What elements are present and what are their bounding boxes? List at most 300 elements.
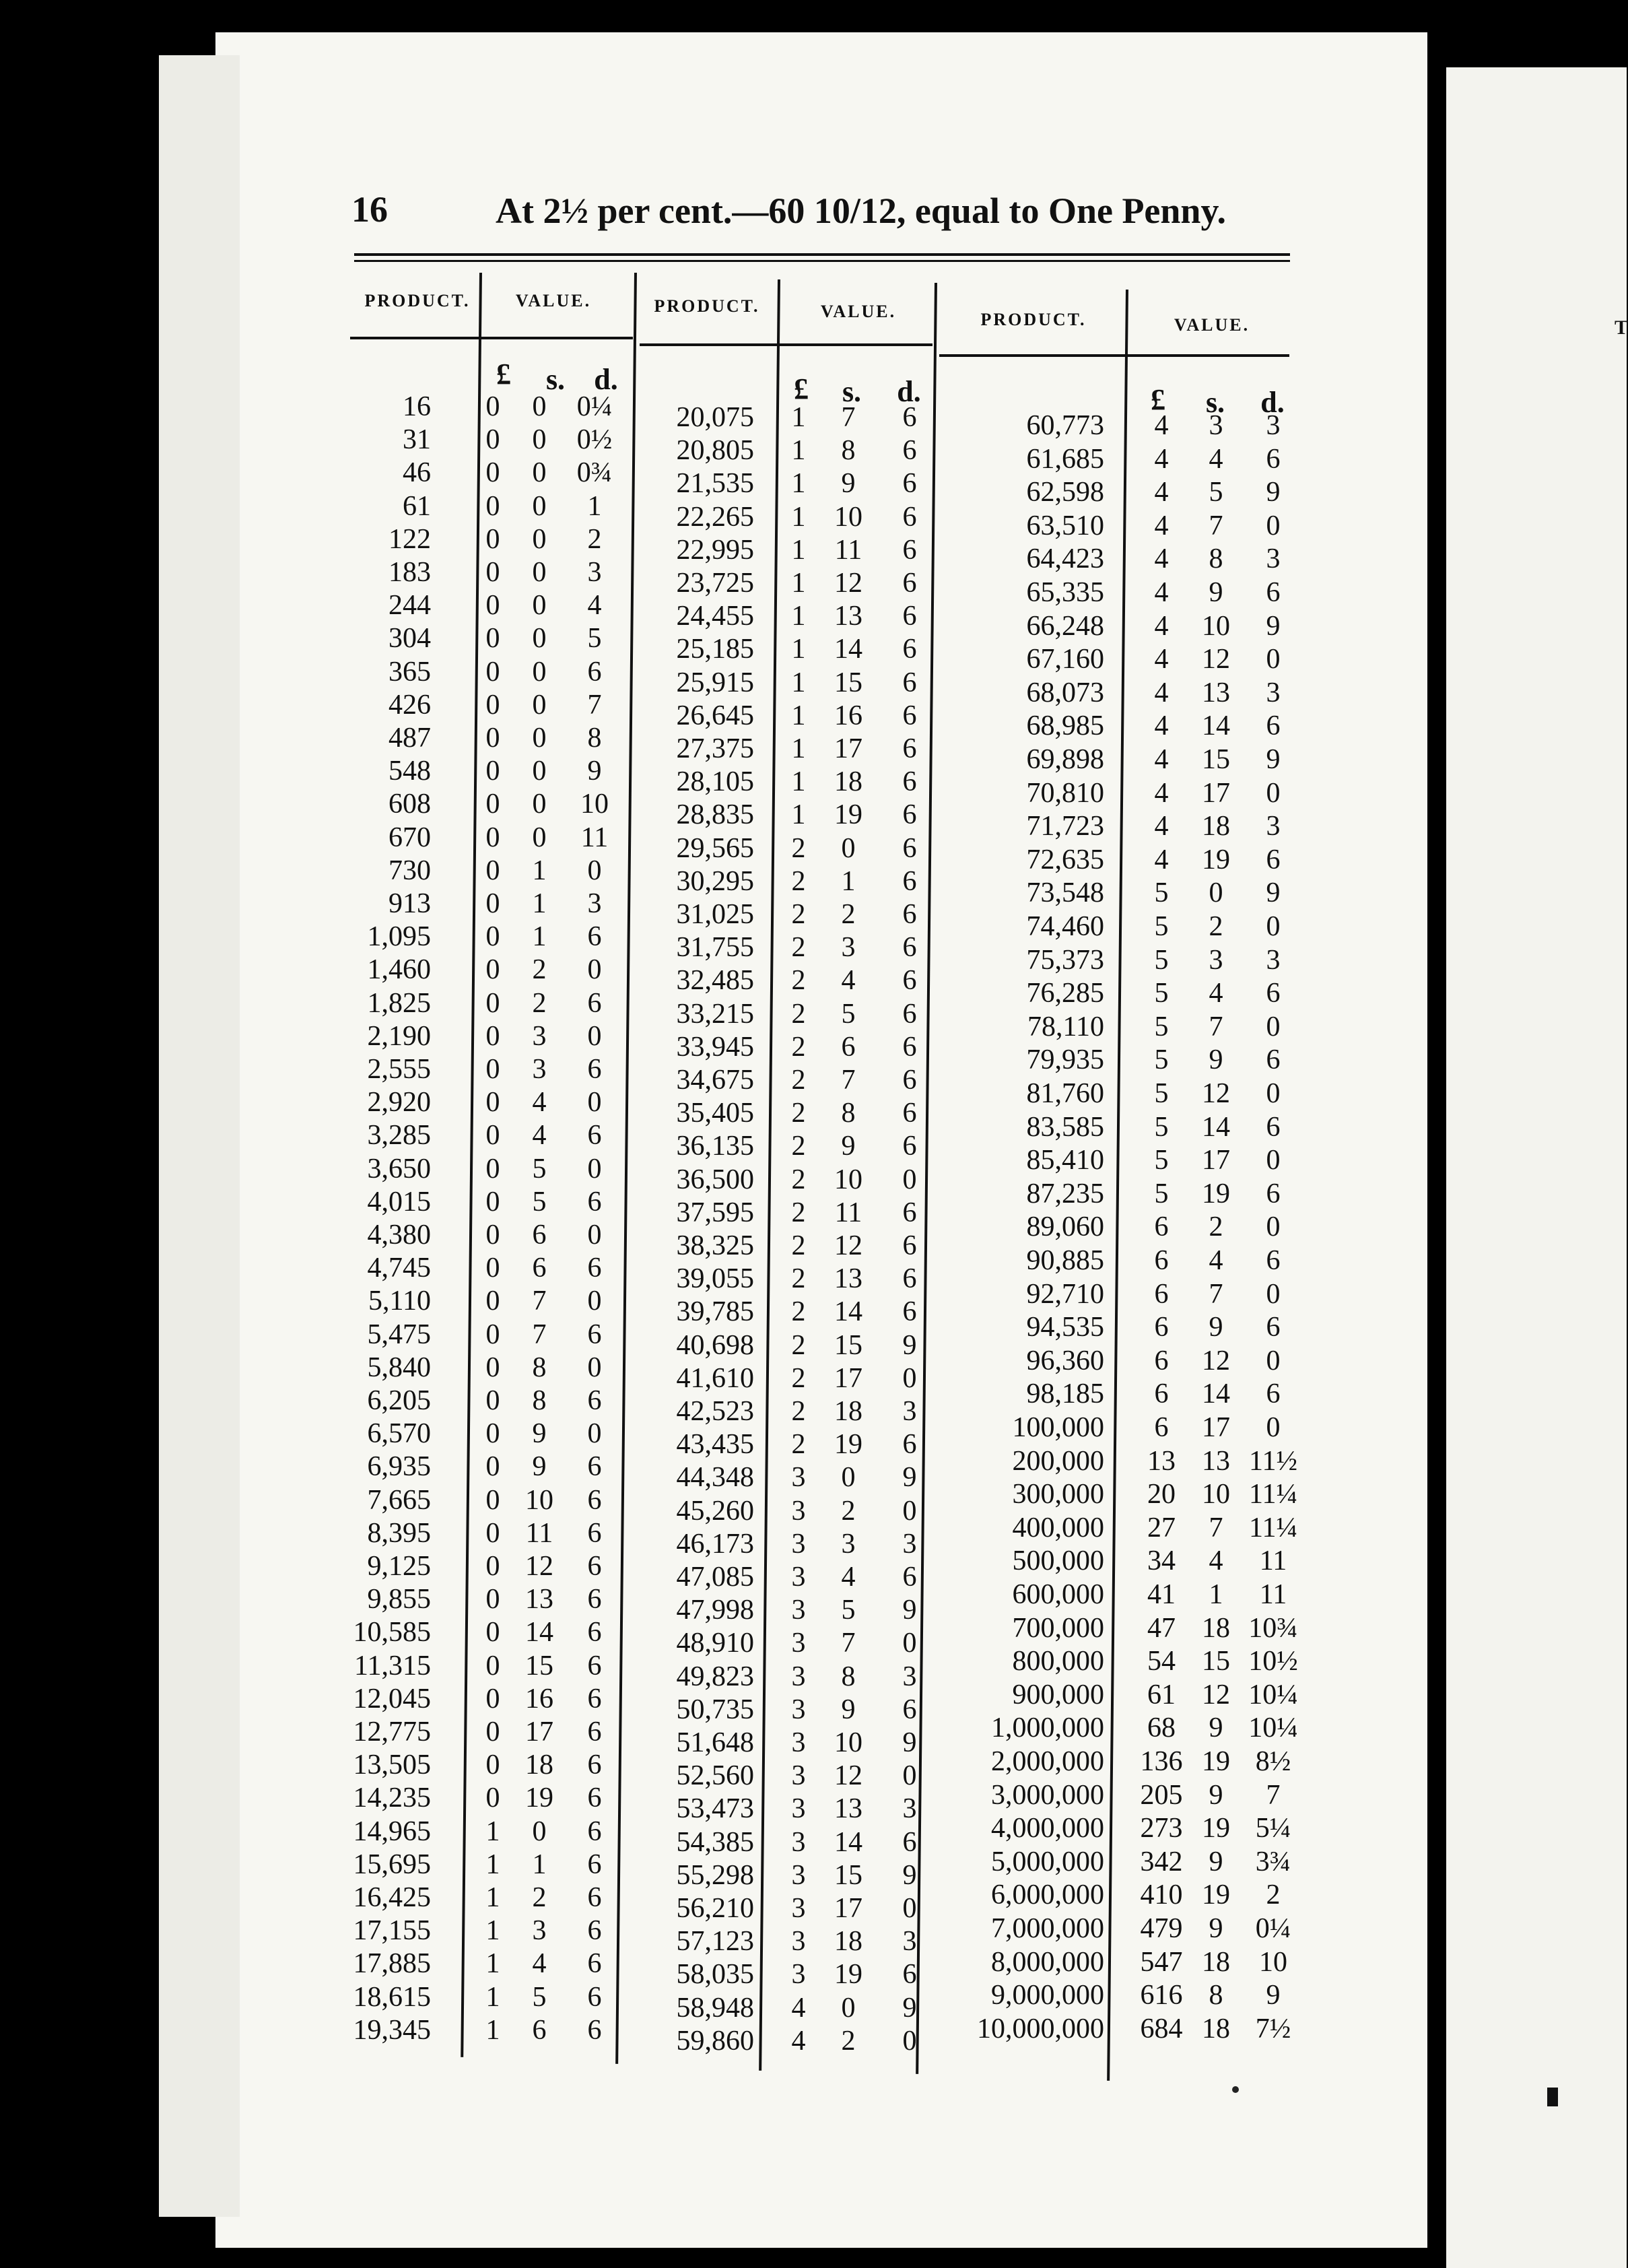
pounds-cell: 0 [485, 1418, 500, 1450]
pence-cell: 6 [1266, 1044, 1281, 1076]
product-cell: 5,000,000 [991, 1846, 1104, 1877]
pounds-cell: 3 [791, 1859, 806, 1891]
pence-cell: 3 [902, 1396, 917, 1427]
pounds-cell: 3 [791, 1694, 806, 1725]
pence-cell: 0 [587, 1153, 602, 1185]
pounds-cell: 2 [791, 1329, 806, 1361]
product-cell: 15,695 [353, 1848, 431, 1880]
product-cell: 61,685 [1026, 443, 1104, 475]
pounds-cell: 0 [485, 987, 500, 1019]
pounds-cell: 342 [1140, 1846, 1183, 1877]
pence-cell: 7 [1266, 1779, 1281, 1811]
pence-cell: 0 [902, 1628, 917, 1659]
col1-shillings-unit: s. [545, 363, 566, 396]
pounds-cell: 1 [485, 1815, 500, 1847]
product-cell: 28,835 [676, 799, 754, 831]
shillings-cell: 4 [532, 1948, 547, 1980]
shillings-cell: 12 [1202, 1345, 1230, 1376]
product-cell: 58,948 [676, 1992, 754, 2024]
pounds-cell: 6 [1154, 1312, 1169, 1343]
pounds-cell: 0 [485, 1087, 500, 1119]
shillings-cell: 4 [841, 1562, 856, 1593]
pounds-cell: 6 [1154, 1211, 1169, 1243]
product-cell: 43,435 [676, 1429, 754, 1461]
col3-product-header: PRODUCT. [980, 310, 1087, 329]
shillings-cell: 5 [532, 1981, 547, 2013]
pounds-cell: 1 [485, 1915, 500, 1947]
pence-cell: 6 [587, 1451, 602, 1483]
pence-cell: 10 [580, 789, 609, 820]
pounds-cell: 1 [791, 402, 806, 433]
pounds-cell: 61 [1147, 1679, 1176, 1710]
pounds-cell: 5 [1154, 1111, 1169, 1143]
product-cell: 38,325 [676, 1230, 754, 1261]
pence-cell: 9 [1266, 610, 1281, 642]
pounds-cell: 3 [791, 1462, 806, 1494]
pounds-cell: 0 [485, 1517, 500, 1549]
shillings-cell: 7 [841, 1628, 856, 1659]
shillings-cell: 18 [1202, 1946, 1230, 1978]
pence-cell: 10¼ [1248, 1712, 1298, 1744]
shillings-cell: 12 [1202, 1078, 1230, 1109]
product-cell: 19,345 [353, 2014, 431, 2046]
pounds-cell: 6 [1154, 1412, 1169, 1443]
shillings-cell: 13 [834, 1263, 862, 1295]
product-cell: 66,248 [1026, 610, 1104, 642]
pounds-cell: 4 [1154, 777, 1169, 809]
shillings-cell: 1 [532, 888, 547, 919]
shillings-cell: 9 [1209, 1779, 1223, 1811]
shillings-cell: 15 [834, 1859, 862, 1891]
pounds-cell: 616 [1140, 1980, 1183, 2011]
shillings-cell: 0 [532, 723, 547, 754]
product-cell: 608 [388, 789, 431, 820]
pence-cell: 0 [1266, 777, 1281, 809]
pence-cell: 6 [1266, 1111, 1281, 1143]
pounds-cell: 3 [791, 1628, 806, 1659]
shillings-cell: 2 [841, 2025, 856, 2057]
product-cell: 25,915 [676, 667, 754, 698]
pence-cell: 0 [902, 2025, 917, 2057]
pence-cell: 6 [902, 899, 917, 930]
shillings-cell: 2 [1209, 911, 1223, 942]
pounds-cell: 410 [1140, 1879, 1183, 1911]
product-cell: 17,885 [353, 1948, 431, 1980]
pence-cell: 0 [1266, 1412, 1281, 1443]
product-cell: 700,000 [1012, 1612, 1104, 1644]
shillings-cell: 17 [834, 1893, 862, 1924]
product-cell: 304 [388, 623, 431, 655]
pence-cell: 6 [587, 1882, 602, 1913]
shillings-cell: 17 [1202, 1145, 1230, 1176]
shillings-cell: 7 [841, 402, 856, 433]
shillings-cell: 18 [1202, 2013, 1230, 2044]
pence-cell: 10 [1259, 1946, 1287, 1978]
shillings-cell: 13 [525, 1584, 553, 1615]
product-cell: 23,725 [676, 568, 754, 599]
pence-cell: 11 [580, 822, 609, 853]
pence-cell: 0½ [576, 424, 613, 456]
shillings-cell: 19 [1202, 1813, 1230, 1844]
shillings-cell: 10 [834, 501, 862, 533]
shillings-cell: 7 [1209, 510, 1223, 541]
pounds-cell: 1 [791, 435, 806, 467]
pounds-cell: 0 [485, 1782, 500, 1814]
shillings-cell: 19 [834, 1429, 862, 1461]
shillings-cell: 10 [834, 1164, 862, 1195]
pounds-cell: 0 [485, 954, 500, 986]
product-cell: 40,698 [676, 1329, 754, 1361]
product-cell: 21,535 [676, 468, 754, 500]
shillings-cell: 9 [1209, 1312, 1223, 1343]
pence-cell: 6 [1266, 1178, 1281, 1209]
shillings-cell: 0 [532, 457, 547, 489]
pence-cell: 9 [1266, 477, 1281, 508]
product-cell: 39,785 [676, 1296, 754, 1328]
shillings-cell: 19 [1202, 1178, 1230, 1209]
col2-shillings-unit: s. [842, 375, 862, 408]
shillings-cell: 10 [525, 1484, 553, 1516]
pounds-cell: 2 [791, 1429, 806, 1461]
pence-cell: 6 [902, 766, 917, 798]
ink-speck [1232, 2086, 1239, 2093]
shillings-cell: 0 [532, 656, 547, 688]
product-cell: 85,410 [1026, 1145, 1104, 1176]
pounds-cell: 5 [1154, 1011, 1169, 1042]
pence-cell: 6 [587, 1120, 602, 1152]
product-cell: 22,995 [676, 534, 754, 566]
pounds-cell: 0 [485, 1120, 500, 1152]
product-cell: 96,360 [1026, 1345, 1104, 1376]
product-cell: 35,405 [676, 1098, 754, 1129]
pence-cell: 6 [587, 1054, 602, 1085]
product-cell: 81,760 [1026, 1078, 1104, 1109]
shillings-cell: 0 [841, 832, 856, 864]
pence-cell: 6 [902, 799, 917, 831]
pounds-cell: 0 [485, 1650, 500, 1681]
pence-cell: 6 [1266, 844, 1281, 875]
shillings-cell: 8 [1209, 543, 1223, 575]
product-cell: 365 [388, 656, 431, 688]
pounds-cell: 3 [791, 1793, 806, 1825]
pence-cell: 0¼ [576, 391, 613, 422]
product-cell: 426 [388, 689, 431, 721]
shillings-cell: 0 [532, 689, 547, 721]
pence-cell: 6 [902, 435, 917, 467]
shillings-cell: 12 [525, 1551, 553, 1582]
pence-cell: 6 [1266, 1378, 1281, 1410]
product-cell: 45,260 [676, 1495, 754, 1527]
product-cell: 1,825 [367, 987, 431, 1019]
product-cell: 3,000,000 [991, 1779, 1104, 1811]
shillings-cell: 0 [532, 623, 547, 655]
shillings-cell: 13 [1202, 1445, 1230, 1477]
product-cell: 5,840 [367, 1352, 431, 1383]
pounds-cell: 3 [791, 1727, 806, 1758]
product-cell: 24,455 [676, 601, 754, 632]
product-cell: 31,755 [676, 932, 754, 964]
pence-cell: 6 [902, 601, 917, 632]
shillings-cell: 18 [1202, 811, 1230, 842]
product-cell: 31 [403, 424, 431, 456]
pence-cell: 9 [902, 1595, 917, 1626]
pence-cell: 7½ [1255, 2013, 1291, 2044]
shillings-cell: 13 [1202, 677, 1230, 708]
pounds-cell: 4 [1154, 610, 1169, 642]
pence-cell: 3 [587, 557, 602, 588]
pounds-cell: 0 [485, 1484, 500, 1516]
shillings-cell: 15 [525, 1650, 553, 1681]
pounds-cell: 2 [791, 1362, 806, 1394]
pounds-cell: 2 [791, 1230, 806, 1261]
product-cell: 94,535 [1026, 1312, 1104, 1343]
pence-cell: 6 [1266, 577, 1281, 608]
product-cell: 46,173 [676, 1528, 754, 1560]
pence-cell: 6 [587, 1551, 602, 1582]
col1-product-header: PRODUCT. [364, 291, 471, 310]
pence-cell: 9 [902, 1727, 917, 1758]
product-cell: 12,775 [353, 1716, 431, 1747]
shillings-cell: 18 [834, 766, 862, 798]
pounds-cell: 68 [1147, 1712, 1176, 1744]
page-title: At 2½ per cent.—60 10/12, equal to One Penny. [496, 191, 1226, 231]
product-cell: 20,805 [676, 435, 754, 467]
pounds-cell: 3 [791, 1562, 806, 1593]
product-cell: 2,555 [367, 1054, 431, 1085]
product-cell: 57,123 [676, 1926, 754, 1958]
shillings-cell: 9 [841, 1694, 856, 1725]
shillings-cell: 9 [532, 1451, 547, 1483]
shillings-cell: 9 [1209, 577, 1223, 608]
shillings-cell: 3 [841, 1528, 856, 1560]
pounds-cell: 1 [791, 568, 806, 599]
shillings-cell: 9 [841, 468, 856, 500]
shillings-cell: 5 [532, 1186, 547, 1218]
pounds-cell: 1 [791, 733, 806, 764]
shillings-cell: 14 [1202, 1378, 1230, 1410]
pence-cell: 6 [587, 1319, 602, 1350]
pounds-cell: 0 [485, 523, 500, 555]
shillings-cell: 0 [532, 424, 547, 456]
product-cell: 8,000,000 [991, 1946, 1104, 1978]
shillings-cell: 15 [834, 1329, 862, 1361]
pounds-cell: 1 [791, 468, 806, 500]
shillings-cell: 0 [532, 756, 547, 787]
pence-cell: 3 [902, 1661, 917, 1692]
shillings-cell: 2 [532, 987, 547, 1019]
shillings-cell: 2 [1209, 1211, 1223, 1243]
product-cell: 913 [388, 888, 431, 919]
product-cell: 670 [388, 822, 431, 853]
product-cell: 79,935 [1026, 1044, 1104, 1076]
pounds-cell: 3 [791, 1528, 806, 1560]
pounds-cell: 6 [1154, 1278, 1169, 1310]
shillings-cell: 8 [841, 1098, 856, 1129]
shillings-cell: 3 [1209, 944, 1223, 976]
pence-cell: 6 [902, 1131, 917, 1162]
shillings-cell: 0 [532, 822, 547, 853]
product-cell: 244 [388, 590, 431, 622]
pounds-cell: 1 [791, 700, 806, 731]
pence-cell: 6 [587, 1815, 602, 1847]
pence-cell: 10½ [1248, 1646, 1298, 1677]
product-cell: 900,000 [1012, 1679, 1104, 1710]
shillings-cell: 10 [834, 1727, 862, 1758]
pounds-cell: 0 [485, 1683, 500, 1714]
pounds-cell: 0 [485, 590, 500, 622]
product-cell: 27,375 [676, 733, 754, 764]
pence-cell: 0 [1266, 1278, 1281, 1310]
product-cell: 3,285 [367, 1120, 431, 1152]
col2-pounds-unit: £ [794, 372, 809, 405]
pence-cell: 6 [1266, 1312, 1281, 1343]
shillings-cell: 0 [532, 391, 547, 422]
pence-cell: 6 [902, 1694, 917, 1725]
product-cell: 47,085 [676, 1562, 754, 1593]
pounds-cell: 0 [485, 557, 500, 588]
pounds-cell: 3 [791, 1760, 806, 1792]
pence-cell: 6 [587, 1186, 602, 1218]
pounds-cell: 2 [791, 1065, 806, 1096]
pence-cell: 0¼ [1255, 1913, 1291, 1944]
shillings-cell: 6 [532, 1253, 547, 1284]
shillings-cell: 1 [532, 921, 547, 953]
shillings-cell: 9 [1209, 1712, 1223, 1744]
facing-page-fragment: T [1615, 316, 1628, 339]
pence-cell: 6 [587, 1617, 602, 1648]
product-cell: 22,265 [676, 501, 754, 533]
product-cell: 6,935 [367, 1451, 431, 1483]
pounds-cell: 6 [1154, 1378, 1169, 1410]
shillings-cell: 5 [841, 998, 856, 1030]
product-cell: 548 [388, 756, 431, 787]
col2-pence-unit: d. [897, 375, 921, 408]
col2-product-header: PRODUCT. [654, 296, 760, 316]
pounds-cell: 0 [485, 1153, 500, 1185]
product-cell: 78,110 [1027, 1011, 1104, 1042]
shillings-cell: 15 [834, 667, 862, 698]
shillings-cell: 13 [834, 601, 862, 632]
product-cell: 65,335 [1026, 577, 1104, 608]
product-cell: 74,460 [1026, 911, 1104, 942]
pounds-cell: 684 [1140, 2013, 1183, 2044]
pounds-cell: 479 [1140, 1913, 1183, 1944]
pounds-cell: 5 [1154, 1145, 1169, 1176]
pounds-cell: 2 [791, 899, 806, 930]
shillings-cell: 14 [1202, 710, 1230, 742]
product-cell: 1,000,000 [991, 1712, 1104, 1744]
product-cell: 8,395 [367, 1517, 431, 1549]
product-cell: 7,000,000 [991, 1913, 1104, 1944]
pence-cell: 6 [902, 1959, 917, 1991]
product-cell: 2,920 [367, 1087, 431, 1119]
product-cell: 63,510 [1026, 510, 1104, 541]
pence-cell: 6 [587, 1584, 602, 1615]
pence-cell: 6 [902, 1826, 917, 1858]
pounds-cell: 5 [1154, 911, 1169, 942]
product-cell: 25,185 [676, 634, 754, 665]
pounds-cell: 0 [485, 1054, 500, 1085]
pence-cell: 6 [587, 1848, 602, 1880]
pence-cell: 0 [902, 1893, 917, 1924]
shillings-cell: 17 [834, 733, 862, 764]
shillings-cell: 11 [834, 534, 862, 566]
header-rule-bottom [354, 260, 1290, 262]
pounds-cell: 1 [791, 766, 806, 798]
shillings-cell: 12 [834, 1230, 862, 1261]
pounds-cell: 1 [485, 1848, 500, 1880]
shillings-cell: 19 [1202, 1879, 1230, 1911]
col2-value-header: VALUE. [820, 302, 897, 321]
shillings-cell: 4 [841, 965, 856, 997]
shillings-cell: 14 [834, 634, 862, 665]
pounds-cell: 0 [485, 1020, 500, 1052]
pence-cell: 3 [1266, 944, 1281, 976]
shillings-cell: 7 [532, 1319, 547, 1350]
shillings-cell: 18 [834, 1396, 862, 1427]
pence-cell: 8 [587, 723, 602, 754]
pounds-cell: 2 [791, 1164, 806, 1195]
shillings-cell: 0 [532, 490, 547, 522]
product-cell: 20,075 [676, 402, 754, 433]
pence-cell: 9 [902, 1859, 917, 1891]
pounds-cell: 0 [485, 689, 500, 721]
pence-cell: 9 [1266, 744, 1281, 775]
pence-cell: 6 [902, 1065, 917, 1096]
col1-header-underline [350, 337, 633, 339]
pounds-cell: 3 [791, 1595, 806, 1626]
product-cell: 4,380 [367, 1220, 431, 1250]
shillings-cell: 7 [1209, 1278, 1223, 1310]
pounds-cell: 0 [485, 1451, 500, 1483]
pence-cell: 0 [587, 855, 602, 886]
product-cell: 14,965 [353, 1815, 431, 1847]
pence-cell: 6 [902, 1098, 917, 1129]
shillings-cell: 2 [841, 1495, 856, 1527]
product-cell: 31,025 [676, 899, 754, 930]
pounds-cell: 2 [791, 865, 806, 897]
pounds-cell: 3 [791, 1826, 806, 1858]
shillings-cell: 3 [841, 932, 856, 964]
pounds-cell: 0 [485, 1253, 500, 1284]
pounds-cell: 3 [791, 1661, 806, 1692]
pence-cell: 10¾ [1248, 1612, 1298, 1644]
pence-cell: 3 [1266, 677, 1281, 708]
pence-cell: 0 [1266, 510, 1281, 541]
pence-cell: 0 [902, 1495, 917, 1527]
facing-page-edge [1446, 67, 1627, 2268]
shillings-cell: 9 [1209, 1846, 1223, 1877]
product-cell: 46 [403, 457, 431, 489]
shillings-cell: 18 [525, 1749, 553, 1781]
pounds-cell: 205 [1140, 1779, 1183, 1811]
pounds-cell: 4 [791, 1992, 806, 2024]
product-cell: 4,000,000 [991, 1813, 1104, 1844]
shillings-cell: 10 [1202, 1479, 1230, 1510]
col2-header-underline [640, 343, 932, 346]
pounds-cell: 5 [1154, 978, 1169, 1009]
shillings-cell: 0 [1209, 877, 1223, 909]
product-cell: 16,425 [353, 1882, 431, 1913]
col1-pounds-unit: £ [496, 358, 511, 391]
product-cell: 90,885 [1026, 1245, 1104, 1276]
product-cell: 34,675 [676, 1065, 754, 1096]
pence-cell: 6 [1266, 710, 1281, 742]
pounds-cell: 3 [791, 1495, 806, 1527]
product-cell: 75,373 [1026, 944, 1104, 976]
pence-cell: 0 [902, 1760, 917, 1792]
pence-cell: 6 [587, 1948, 602, 1980]
